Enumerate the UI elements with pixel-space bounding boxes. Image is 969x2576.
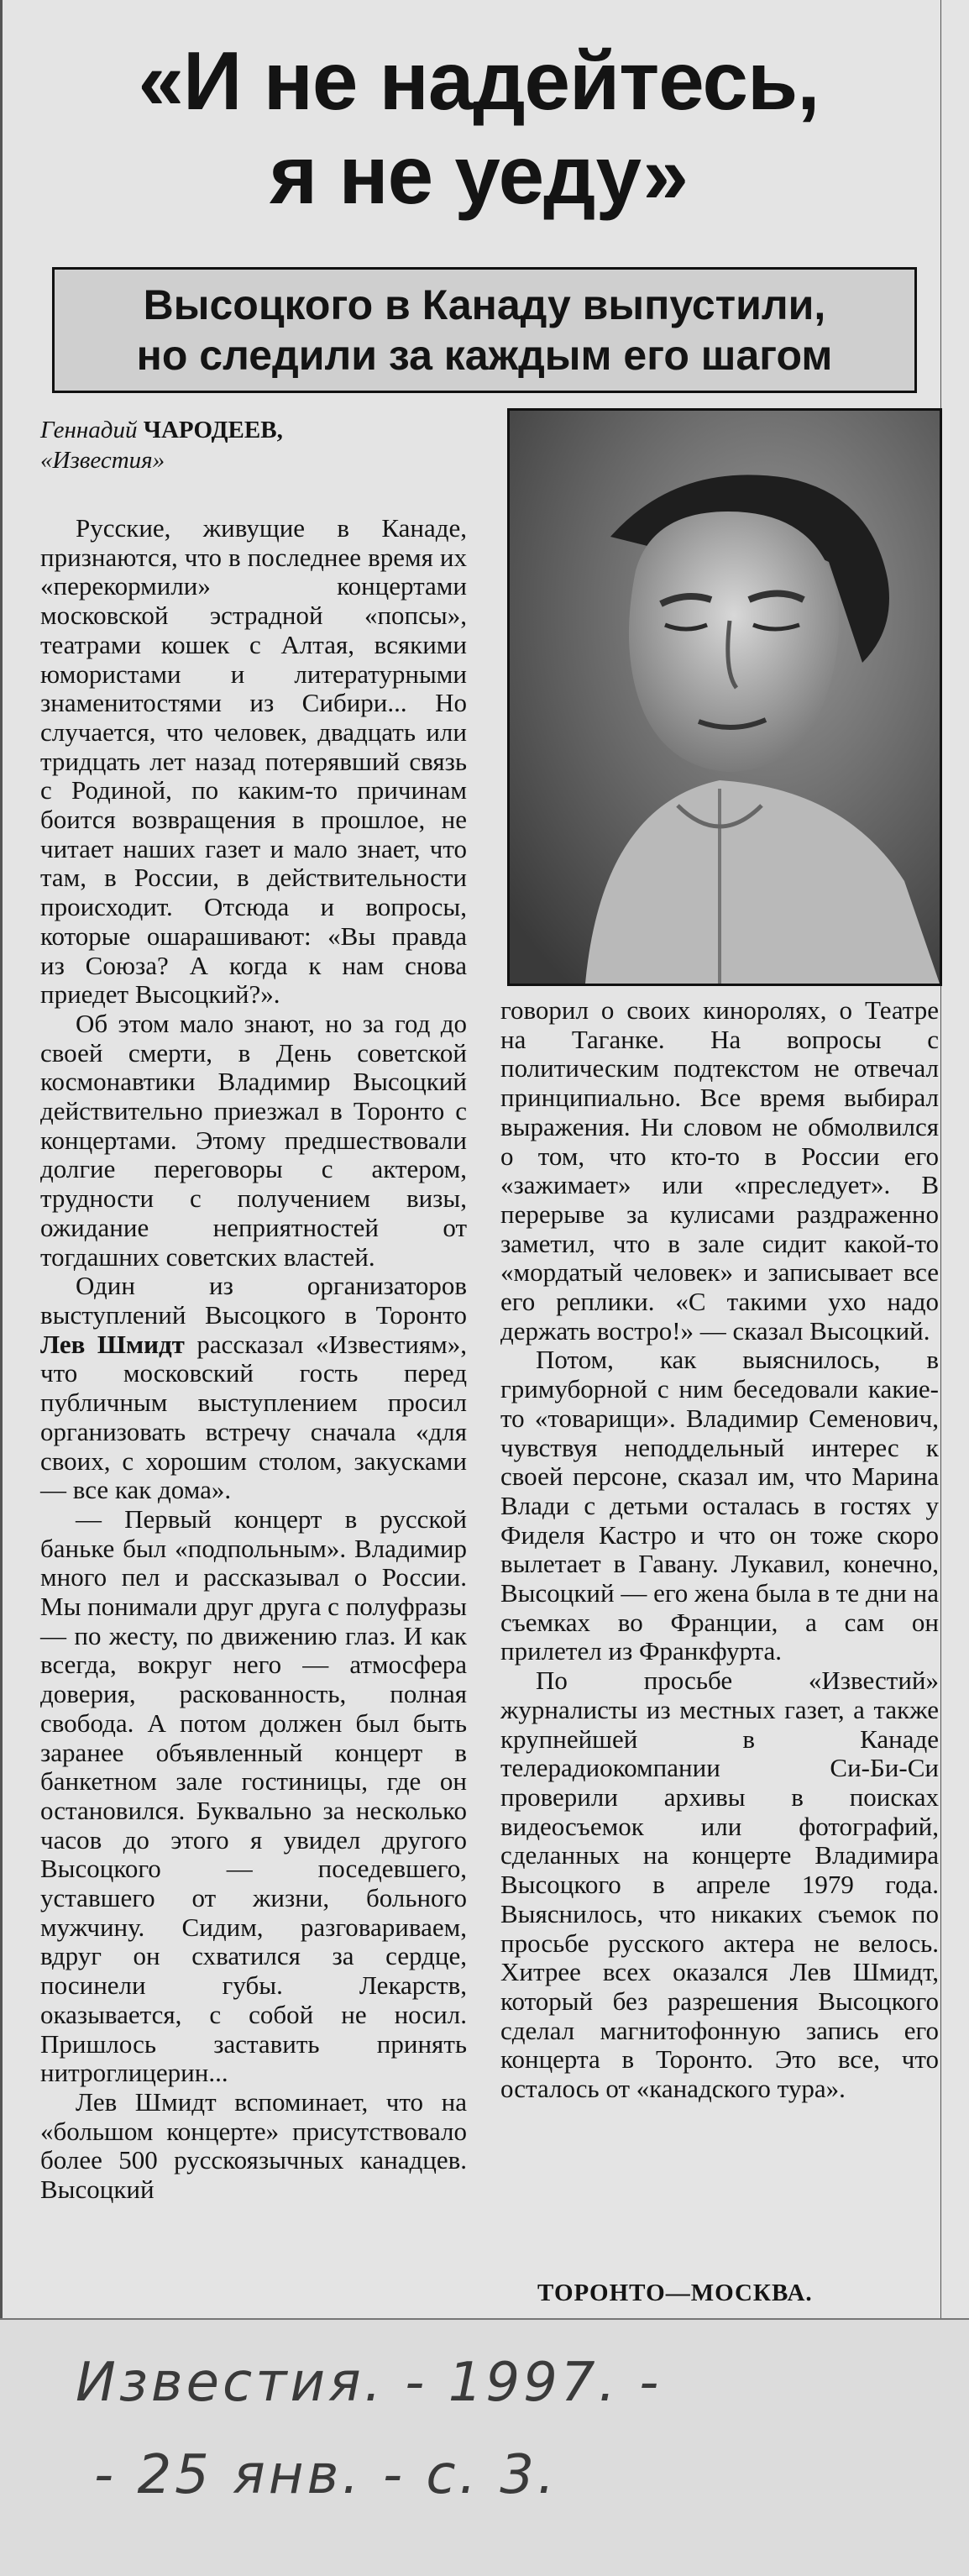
bold-name: Лев Шмидт	[40, 1329, 185, 1359]
handwritten-date-note: - 25 янв. - с. 3.	[94, 2444, 558, 2506]
byline	[40, 415, 477, 475]
paragraph: Об этом мало знают, но за год до своей смерти, в День советской космонавтики Владимир Высоцкий действительно приезжал в Торонто с концертами. Этому предшествовали долгие переговоры с актером, трудности с получением визы, ожидание неприятностей от тогдашних советских властей.	[40, 1008, 467, 1272]
article-column-left	[40, 514, 467, 2205]
paragraph: — Первый концерт в русской баньке был «подпольным». Владимир много пел и рассказывал о России. Мы понимали друг друга с полуфразы — по жесту, по движению глаз. И как всегда, вокруг него — атмосфера доверия, раскованность, полная свобода. А потом должен был быть заранее объявленный концерт в банкетном зале гостиницы, где он остановился. Буквально за несколько часов до этого я увидел другого Высоцкого — поседевшего, уставшего от жизни, больного мужчину. Сидим, разговариваем, вдруг он схватился за сердце, посинели губы. Лекарств, оказывается, с собой не носил. Пришлось заставить принять нитроглицерин...	[40, 1503, 467, 2088]
headline-line-1: «И не надейтесь,	[138, 34, 820, 127]
paragraph: Потом, как выяснилось, в гримуборной с ним беседовали какие-то «товарищи». Владимир Семенович, чувствуя неподдельный интерес к своей персоне, сказал им, что Марина Влади с детьми осталась в гостях у Фиделя Кастро и что он тоже скоро вылетает в Гавану. Лукавил, конечно, Высоцкий — его жена была в те дни на съемках во Франции, а сам он прилетел из Франкфурта.	[500, 1345, 939, 1666]
clipping-edge-left	[0, 0, 3, 2318]
author-surname: ЧАРОДЕЕВ,	[143, 417, 283, 443]
headline-line-2: я не уеду»	[270, 129, 688, 221]
paragraph: говорил о своих киноролях, о Театре на Таганке. На вопросы с политическим подтекстом не отвечал принципиально. Все время выбирал выражения. Ни словом не обмолвился о том, что кто-то в России его «зажимает» или «преследует». В перерыве за кулисами раздраженно заметил, что в зале сидит какой-то «мордатый человек» и записывает все его реплики. «С такими ухо надо держать востро!» — сказал Высоцкий.	[500, 995, 939, 1346]
author-outlet: «Известия»	[40, 447, 165, 474]
handwritten-source-note: Известия. - 1997. -	[76, 2352, 663, 2414]
paragraph: Русские, живущие в Канаде, признаются, что в последнее время их «перекормили» концертами московской эстрадной «попсы», театрами кошек с Алтая, всякими юмористами и литературными знаменитостями из Сибири... Но случается, что человек, двадцать или тридцать лет назад потерявший связь с Родиной, по каким-то причинам боится возвращения в прошлое, не читает наших газет и мало знает, что там, в России, в действительности происходит. Отсюда и вопросы, которые ошарашивают: «Вы правда из Союза? А когда к нам снова приедет Высоцкий?».	[40, 513, 467, 1010]
dateline: ТОРОНТО—МОСКВА.	[537, 2280, 813, 2306]
subheadline-line-2: но следили за каждым его шагом	[136, 332, 833, 379]
clipping-edge-right	[940, 0, 941, 2318]
paragraph: Один из организаторов выступлений Высоцкого в Торонто Лев Шмидт рассказал «Известиям», что московский гость перед публичным выступлением просил организовать встречу сначала «для своих, с хорошим столом, закусками — все как дома».	[40, 1271, 467, 1505]
article-column-right	[500, 996, 939, 2104]
subheadline-box	[52, 267, 917, 393]
subheadline-line-1: Высоцкого в Канаду выпустили,	[143, 281, 826, 328]
headline	[17, 34, 940, 222]
author-first-name: Геннадий	[40, 417, 144, 443]
clipping-edge-bottom	[0, 2318, 969, 2320]
portrait-photo	[507, 408, 942, 986]
paragraph: По просьбе «Известий» журналисты из местных газет, а также крупнейшей в Канаде телерадиокомпании Си-Би-Си проверили архивы в поисках видеосъемок или фотографий, сделанных на концерте Владимира Высоцкого в апреле 1979 года. Выяснилось, что никаких съемок по просьбе русского актера не велось. Хитрее всех оказался Лев Шмидт, который без разрешения Высоцкого сделал магнитофонную запись его концерта в Торонто. Это все, что осталось от «канадского тура».	[500, 1666, 939, 2104]
portrait-image	[510, 411, 940, 984]
paragraph: Лев Шмидт вспоминает, что на «большом концерте» присутствовало более 500 русскоязычных канадцев. Высоцкий	[40, 2086, 467, 2205]
